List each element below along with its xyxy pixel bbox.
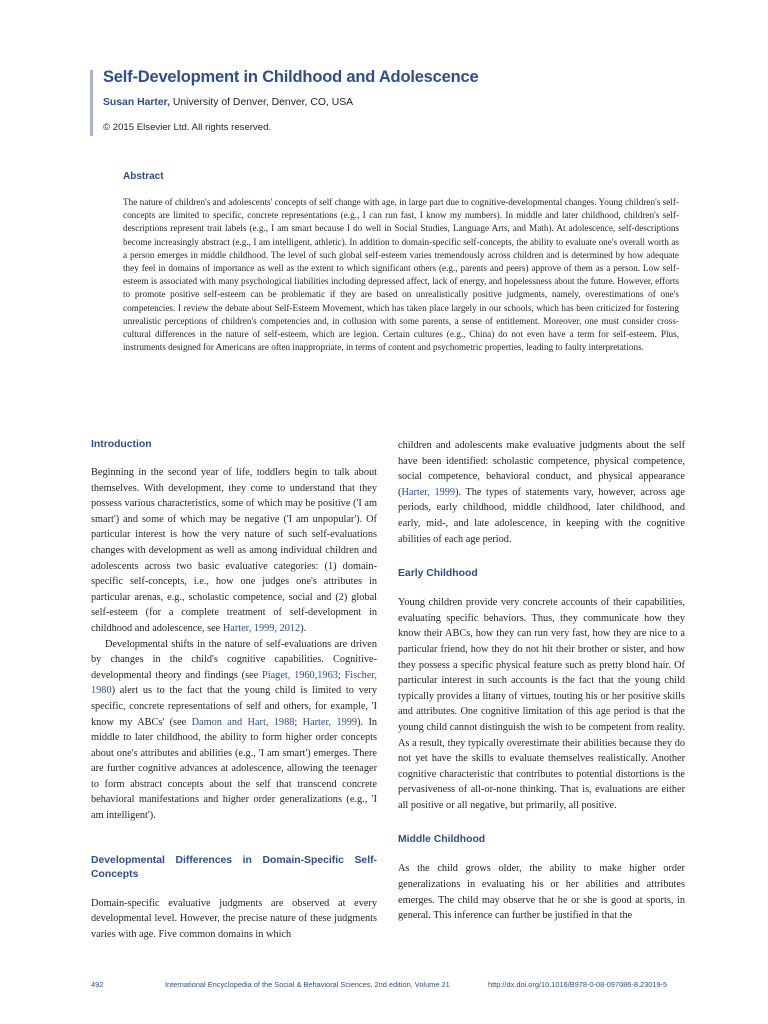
middle-childhood-heading: Middle Childhood xyxy=(398,834,486,846)
domain-specific-heading: Developmental Differences in Domain-Specific Self-Concepts xyxy=(91,854,377,880)
article-title: Self-Development in Childhood and Adolescence xyxy=(103,68,479,86)
early-childhood-paragraph: Young children provide very concrete accounts of their capabilities, evaluating specific behaviors. Thus, they communicate how they know their ABCs, how they can run very fast, how they are nice to a particular friend, how they do not hit their brother or sister, and how they possess a specific physical feature such as pretty blond hair. Of particular interest in such accounts is the fact that the young child typically provides a litany of virtues, touting his or her positive skills and attributes. One cognitive limitation of this age period is that the young child cannot distinguish the wish to be competent from reality. As a result, they typically overestimate their abilities because they do not yet have the skills to evaluate themselves realistically. Another cognitive characteristic that contributes to potential distortions is the pervasiveness of all-or-none thinking. That is, evaluations are either all positive or all negative, but primarily, all positive. xyxy=(398,597,685,811)
middle-childhood-paragraph: As the child grows older, the ability to make higher order generalizations in evaluating his or her abilities and attributes emerges. The child may observe that he or she is good at sports, in general. This inference can further be justified in that the xyxy=(398,863,685,922)
domains-paragraph: children and adolescents make evaluative judgments about the self have been identified: scholastic competence, physical competence, social competence, behavioral conduct, and physical appearance (Harter, 1999). The types of statements vary, however, across age periods, early childhood, middle childhood, later childhood, and early, mid-, and late adolescence, in keeping with the cognitive abilities of each age period. xyxy=(398,440,685,545)
citation-link[interactable]: Harter, 1999 xyxy=(401,486,456,498)
author-line xyxy=(103,97,353,108)
citation-link[interactable]: Damon and Hart, 1988 xyxy=(191,716,295,728)
copyright-notice: © 2015 Elsevier Ltd. All rights reserved. xyxy=(103,122,272,133)
doi-link[interactable]: http://dx.doi.org/10.1016/B978-0-08-097086-8.23019-5 xyxy=(488,980,668,989)
intro-paragraph-2: Developmental shifts in the nature of self-evaluations are driven by changes in the child's cognitive capabilities. Cognitive-developmental theory and findings (see Piaget, 1960,1963; Fischer, 1980) alert us to the fact that the young child is limited to very specific, concrete representations of self and others, for example, 'I know my ABCs' (see Damon and Hart, 1988; Harter, 1999). In middle to later childhood, the ability to form higher order concepts about one's attributes and abilities (e.g., 'I am smart') emerges. There are further cognitive advances at adolescence, allowing the teenager to form abstract concepts about the self that transcend concrete behavioral manifestations and higher order generalizations (e.g., 'I am intelligent'). xyxy=(91,638,378,822)
page-number: 492 xyxy=(91,980,104,989)
abstract-heading: Abstract xyxy=(123,171,164,182)
early-childhood-heading: Early Childhood xyxy=(398,568,478,580)
abstract-text: The nature of children's and adolescents' concepts of self change with age, in large part due to cognitive-developmental changes. Young children's self-concepts are limited to specific, concrete representations (e.g., I can run fast, I know my numbers). In middle and later childhood, children's self-descriptions represent trait labels (e.g., I am smart because I do well in Social Studies, Language Arts, and Math). At adolescence, self-descriptions become increasingly abstract (e.g., I am intelligent, athletic). In addition to domain-specific self-concepts, the ability to evaluate one's overall worth as a person emerges in middle childhood. The level of such global self-esteem varies tremendously across children and is determined by how adequate they feel in domains of importance as well as the extent to which significant others (e.g., parents and peers) approve of them as a person. Low self-esteem is associated with many psychological liabilities including depressed affect, lack of energy, and hopelessness about the future. However, efforts to promote positive self-esteem can be problematic if they are based on unrealistically positive judgments, namely, overestimations of one's competencies. I review the debate about Self-Esteem Movement, which has taken place largely in our schools, which has been criticized for fostering unrealistic perceptions of children's competencies and, in collusion with some parents, a sense of entitlement. Moreover, one must consider cross-cultural differences in the nature of self-esteem, which are legion. Certain cultures (e.g., China) do not even have a term for self-esteem. Plus, instruments designed for Americans are often inappropriate, in terms of content and psychometric properties, leading to faulty interpretations. xyxy=(123,197,679,353)
header-accent-bar xyxy=(90,70,93,136)
citation-link[interactable]: Fischer, 1980 xyxy=(91,669,377,697)
citation-link[interactable]: Piaget, 1960,1963 xyxy=(262,669,338,681)
author-affiliation: University of Denver, Denver, CO, USA xyxy=(170,97,354,108)
left-column xyxy=(91,438,377,942)
right-column xyxy=(398,438,685,924)
domain-paragraph: Domain-specific evaluative judgments are observed at every developmental level. However, the precise nature of these judgments varies with age. Five common domains in which xyxy=(91,897,377,940)
introduction-heading: Introduction xyxy=(91,439,152,450)
author-name: Susan Harter, xyxy=(103,97,170,108)
citation-link[interactable]: Harter, 1999 xyxy=(302,716,358,728)
footer-source: International Encyclopedia of the Social & Behavioral Sciences, 2nd edition, Volume 21 xyxy=(165,980,450,989)
citation-link[interactable]: Harter, 1999, 2012 xyxy=(222,622,301,634)
intro-paragraph-1: Beginning in the second year of life, toddlers begin to talk about themselves. With development, they come to understand that they possess various characteristics, some of which may be positive ('I am smart') and some of which may be negative ('I am unpopular'). Of particular interest is how the very nature of such self-evaluations changes with development as well as among individual children and adolescents across two basic evaluative categories: (1) domain-specific self-concepts, i.e., how one judges one's attributes in particular arenas, e.g., scholastic competence, social and (2) global self-esteem (for a complete treatment of self-development in childhood and adolescence, see Harter, 1999, 2012). xyxy=(91,467,377,634)
